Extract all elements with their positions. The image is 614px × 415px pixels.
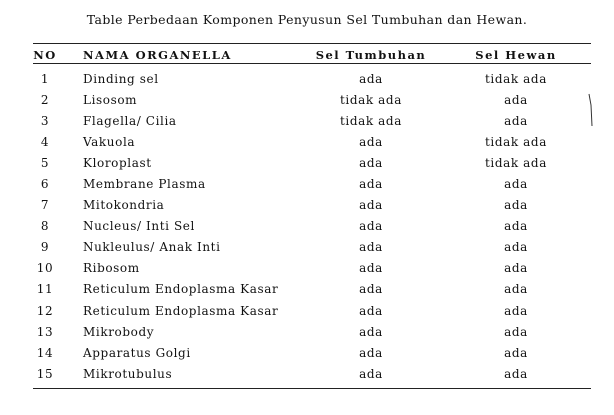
table-row <box>33 64 591 89</box>
organelle-name-cell: Mikrobody <box>83 324 155 339</box>
organelle-name-cell: Apparatus Golgi <box>83 345 191 360</box>
row-number-cell: 12 <box>36 303 54 318</box>
table-caption: Table Perbedaan Komponen Penyusun Sel Tumbuhan dan Hewan. <box>86 12 528 27</box>
plant-cell-value: ada <box>359 71 383 86</box>
plant-cell-value: ada <box>359 345 383 360</box>
table-row <box>33 152 591 173</box>
table-header-row <box>33 45 591 64</box>
animal-cell-value: ada <box>504 198 528 213</box>
table-row <box>33 321 591 342</box>
row-number-cell: 1 <box>40 71 50 86</box>
table-row <box>33 300 591 321</box>
animal-cell-value: ada <box>504 282 528 297</box>
header-organelle: NAMA ORGANELLA <box>83 47 232 62</box>
animal-cell-value: ada <box>504 240 528 255</box>
organelle-table-frame <box>33 43 591 389</box>
table-row <box>33 279 591 300</box>
animal-cell-value: tidak ada <box>485 155 547 170</box>
row-number-cell: 3 <box>40 113 50 128</box>
row-number-cell: 4 <box>40 134 50 149</box>
row-number-cell: 8 <box>40 219 50 234</box>
organelle-table <box>33 45 591 384</box>
organelle-name-cell: Mitokondria <box>83 198 165 213</box>
row-number-cell: 14 <box>36 345 54 360</box>
animal-cell-value: tidak ada <box>485 134 547 149</box>
plant-cell-value: ada <box>359 155 383 170</box>
header-animal: Sel Hewan <box>475 47 557 62</box>
row-number-cell: 5 <box>40 155 50 170</box>
table-row <box>33 195 591 216</box>
organelle-name-cell: Membrane Plasma <box>83 177 206 192</box>
plant-cell-value: ada <box>359 177 383 192</box>
plant-cell-value: ada <box>359 219 383 234</box>
table-row <box>33 363 591 384</box>
plant-cell-value: ada <box>359 324 383 339</box>
row-number-cell: 13 <box>36 324 54 339</box>
plant-cell-value: ada <box>359 134 383 149</box>
table-body <box>33 64 591 384</box>
plant-cell-value: ada <box>359 261 383 276</box>
organelle-name-cell: Vakuola <box>83 134 136 149</box>
table-bottom-rule <box>33 388 591 389</box>
header-plant: Sel Tumbuhan <box>315 47 427 62</box>
table-row <box>33 258 591 279</box>
table-row <box>33 131 591 152</box>
organelle-name-cell: Reticulum Endoplasma Kasar <box>83 282 279 297</box>
table-row <box>33 173 591 194</box>
organelle-name-cell: Kloroplast <box>83 155 152 170</box>
organelle-name-cell: Lisosom <box>83 92 138 107</box>
row-number-cell: 10 <box>36 261 54 276</box>
row-number-cell: 6 <box>40 177 50 192</box>
animal-cell-value: ada <box>504 366 528 381</box>
organelle-name-cell: Ribosom <box>83 261 140 276</box>
table-row <box>33 110 591 131</box>
row-number-cell: 2 <box>40 92 50 107</box>
organelle-name-cell: Dinding sel <box>83 71 159 86</box>
animal-cell-value: ada <box>504 219 528 234</box>
organelle-name-cell: Nucleus/ Inti Sel <box>83 219 195 234</box>
animal-cell-value: ada <box>504 92 528 107</box>
plant-cell-value: tidak ada <box>340 92 402 107</box>
organelle-name-cell: Mikrotubulus <box>83 366 173 381</box>
animal-cell-value: ada <box>504 261 528 276</box>
row-number-cell: 15 <box>36 366 54 381</box>
animal-cell-value: ada <box>504 303 528 318</box>
organelle-name-cell: Nukleulus/ Anak Inti <box>83 240 221 255</box>
animal-cell-value: ada <box>504 113 528 128</box>
plant-cell-value: ada <box>359 366 383 381</box>
table-row <box>33 216 591 237</box>
plant-cell-value: tidak ada <box>340 113 402 128</box>
row-number-cell: 7 <box>40 198 50 213</box>
table-top-rule <box>33 43 591 44</box>
plant-cell-value: ada <box>359 198 383 213</box>
plant-cell-value: ada <box>359 282 383 297</box>
table-row <box>33 342 591 363</box>
row-number-cell: 11 <box>36 282 54 297</box>
animal-cell-value: ada <box>504 345 528 360</box>
animal-cell-value: tidak ada <box>485 71 547 86</box>
table-row <box>33 237 591 258</box>
organelle-name-cell: Flagella/ Cilia <box>83 113 177 128</box>
header-no: NO <box>33 47 57 62</box>
plant-cell-value: ada <box>359 303 383 318</box>
table-row <box>33 89 591 110</box>
animal-cell-value: ada <box>504 324 528 339</box>
organelle-name-cell: Reticulum Endoplasma Kasar <box>83 303 279 318</box>
plant-cell-value: ada <box>359 240 383 255</box>
row-number-cell: 9 <box>40 240 50 255</box>
edge-ink-mark <box>588 93 594 127</box>
animal-cell-value: ada <box>504 177 528 192</box>
